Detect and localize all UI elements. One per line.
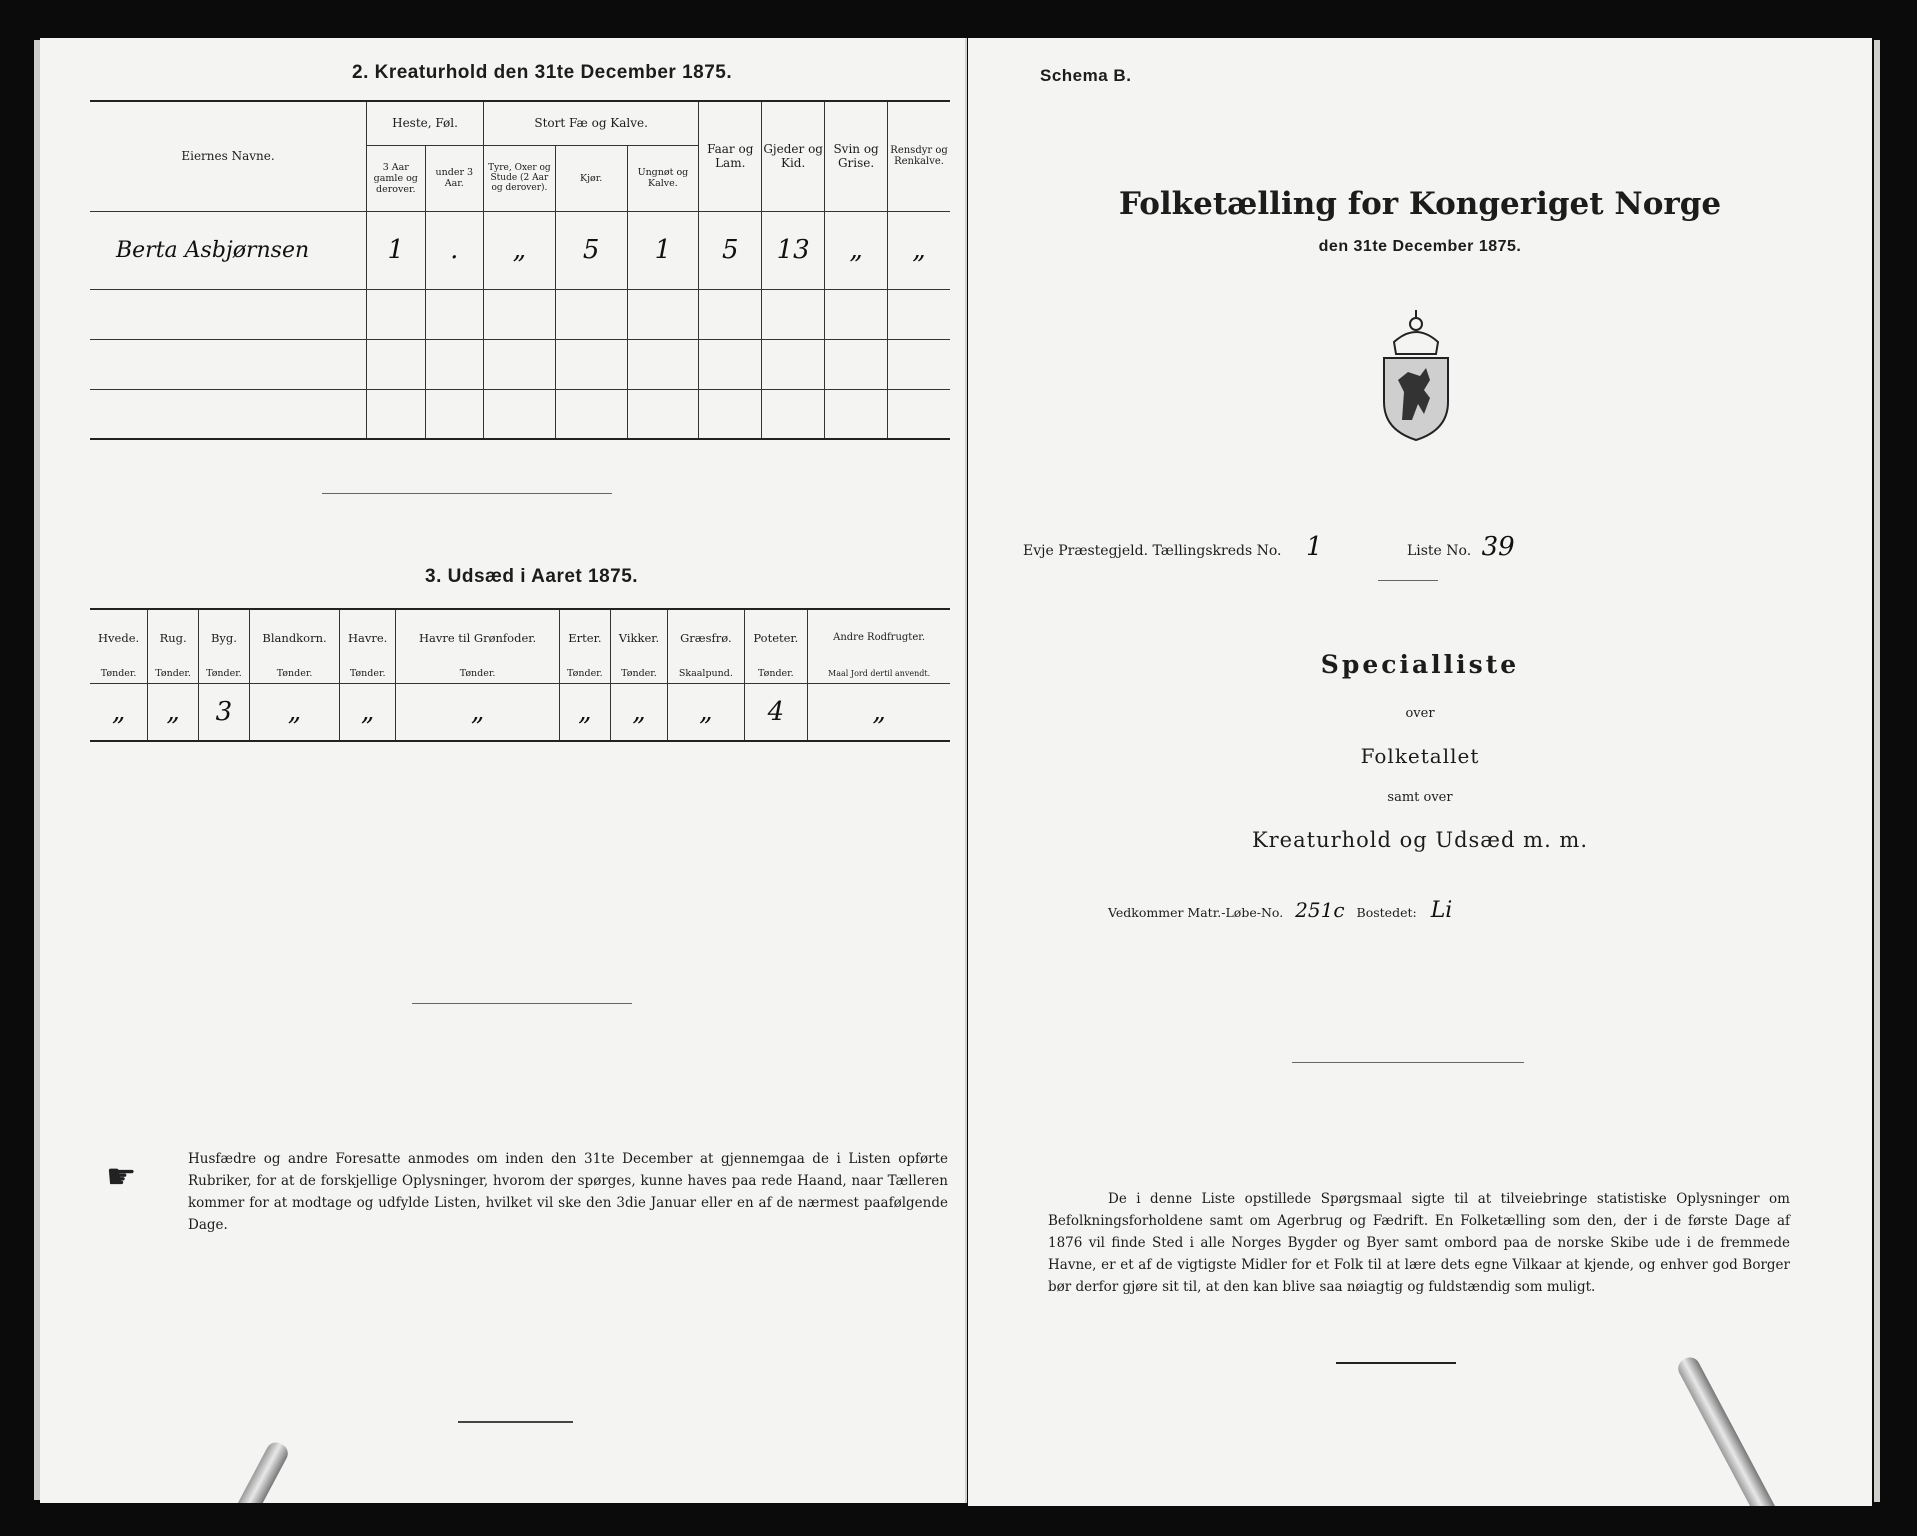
right-page: [968, 38, 1872, 1506]
seed-column-unit: Tønder.: [396, 665, 560, 683]
seed-column-header: Havre til Grønfoder.: [396, 609, 560, 665]
parish-name: Evje: [1023, 543, 1054, 559]
section2-title: 2. Kreaturhold den 31te December 1875.: [352, 62, 733, 83]
pigs-header: Svin og Grise.: [825, 101, 888, 211]
census-date: den 31te December 1875.: [1318, 238, 1522, 255]
bulls-header: Tyre, Oxer og Stude (2 Aar og derover).: [484, 145, 556, 211]
list-number: 39: [1481, 532, 1515, 562]
seed-column-header: Byg.: [199, 609, 250, 665]
seed-value: 3: [199, 683, 250, 741]
divider: [1378, 580, 1438, 581]
seed-column-header: Erter.: [559, 609, 610, 665]
seed-column-unit: Tønder.: [610, 665, 667, 683]
footer-text: De i denne Liste opstillede Spørgsmaal sigte til at tilveiebringe statistiske Oplysninger om Befolkningsforholdene samt om Agerbrug og Fædrift. En Folketælling som den, der i de første Dage af 1876 vil finde Sted i alle Norges Bygder og Byer samt ombord paa de norske Skibe ude i de fremmede Havne, er et af de vigtigste Midler for et Folk til at lære dets egne Vilkaar at kjende, og enhver god Borger bør derfor gjøre sit til, at den kan blive saa nøiagtig og fuldstændig som muligt.: [1048, 1191, 1790, 1295]
goats-value: 13: [762, 211, 825, 289]
seed-value: „: [249, 683, 339, 741]
seed-column-unit: Tønder.: [559, 665, 610, 683]
location-line: [1023, 532, 1863, 562]
seed-column-header: Blandkorn.: [249, 609, 339, 665]
seed-column-header: Rug.: [148, 609, 199, 665]
seed-column-unit: Maal Jord dertil anvendt.: [808, 665, 950, 683]
seed-column-unit: Tønder.: [199, 665, 250, 683]
district-number: 1: [1305, 532, 1323, 562]
seed-value: 4: [744, 683, 808, 741]
seed-column-unit: Tønder.: [148, 665, 199, 683]
horses-old-value: 1: [367, 211, 426, 289]
special-list-title: Specialliste: [1320, 650, 1520, 679]
pen-tip: [1675, 1354, 1784, 1506]
sheep-header: Faar og Lam.: [699, 101, 762, 211]
seed-value: „: [808, 683, 950, 741]
horses-group-header: Heste, Føl.: [367, 101, 484, 145]
main-title: Folketælling for Kongeriget Norge: [1118, 186, 1722, 222]
seed-value: „: [148, 683, 199, 741]
seed-value: „: [668, 683, 744, 741]
seed-value: „: [396, 683, 560, 741]
over-label: over: [1405, 706, 1435, 721]
seed-column-header: Poteter.: [744, 609, 808, 665]
bulls-value: „: [484, 211, 556, 289]
matr-label: Vedkommer Matr.-Løbe-No.: [1108, 905, 1284, 920]
coat-of-arms-icon: [1374, 302, 1458, 442]
horses-young-header: under 3 Aar.: [425, 145, 484, 211]
divider: [1292, 1062, 1524, 1063]
folketallet-label: Folketallet: [1360, 744, 1480, 768]
pigs-value: „: [825, 211, 888, 289]
seed-value: „: [559, 683, 610, 741]
divider: [458, 1421, 573, 1423]
page-edge: [34, 40, 40, 1500]
seed-column-unit: Tønder.: [744, 665, 808, 683]
seed-column-unit: Tønder.: [90, 665, 148, 683]
seed-column-unit: Skaalpund.: [668, 665, 744, 683]
samt-over-label: samt over: [1387, 790, 1453, 805]
horses-old-header: 3 Aar gamle og derover.: [367, 145, 426, 211]
young-cattle-value: 1: [627, 211, 699, 289]
owner-header: Eiernes Navne.: [90, 101, 367, 211]
seed-column-header: Havre.: [340, 609, 396, 665]
kreaturhold-label: Kreaturhold og Udsæd m. m.: [1251, 828, 1589, 852]
section3-title: 3. Udsæd i Aaret 1875.: [425, 566, 639, 587]
bosted-label: Bostedet:: [1356, 905, 1417, 920]
livestock-table: [90, 100, 950, 440]
seed-column-unit: Tønder.: [340, 665, 396, 683]
notice-text: Husfædre og andre Foresatte anmodes om inden den 31te December at gjennemgaa de i Listen opførte Rubriker, for at de forskjellige Oplysninger, hvorom der spørges, kunne haves paa rede Haand, naar Tælleren kommer for at modtage og udfylde Listen, hvilket vil ske den 3die Januar eller en af de nærmest paafølgende Dage.: [188, 1151, 948, 1233]
reindeer-value: „: [888, 211, 950, 289]
reindeer-header: Rensdyr og Renkalve.: [888, 101, 950, 211]
pen-tip: [183, 1439, 292, 1503]
page-edge: [1874, 40, 1880, 1502]
list-label: Liste No.: [1406, 543, 1472, 559]
seed-column-header: Græsfrø.: [668, 609, 744, 665]
parish-label: Præstegjeld.: [1058, 543, 1149, 559]
cows-header: Kjør.: [555, 145, 627, 211]
seed-value: „: [90, 683, 148, 741]
table-row: [90, 211, 950, 289]
sheep-value: 5: [699, 211, 762, 289]
seed-column-unit: Tønder.: [249, 665, 339, 683]
seed-value: „: [340, 683, 396, 741]
cows-value: 5: [555, 211, 627, 289]
left-page: [40, 38, 967, 1503]
horses-young-value: .: [425, 211, 484, 289]
seed-column-header: Andre Rodfrugter.: [808, 609, 950, 665]
matr-number: 251c: [1295, 898, 1345, 922]
goats-header: Gjeder og Kid.: [762, 101, 825, 211]
divider: [322, 493, 612, 494]
owner-name: Berta Asbjørnsen: [90, 211, 367, 289]
schema-label: Schema B.: [1040, 66, 1132, 85]
seed-table: [90, 608, 950, 742]
cattle-group-header: Stort Fæ og Kalve.: [484, 101, 699, 145]
seed-column-header: Hvede.: [90, 609, 148, 665]
young-cattle-header: Ungnøt og Kalve.: [627, 145, 699, 211]
seed-column-header: Vikker.: [610, 609, 667, 665]
divider: [1336, 1362, 1456, 1364]
seed-value: „: [610, 683, 667, 741]
bosted-value: Li: [1430, 898, 1453, 923]
divider: [412, 1003, 632, 1004]
pointing-hand-icon: ☛: [106, 1157, 137, 1197]
district-label: Tællingskreds No.: [1152, 543, 1282, 559]
property-line: [1108, 898, 1808, 923]
